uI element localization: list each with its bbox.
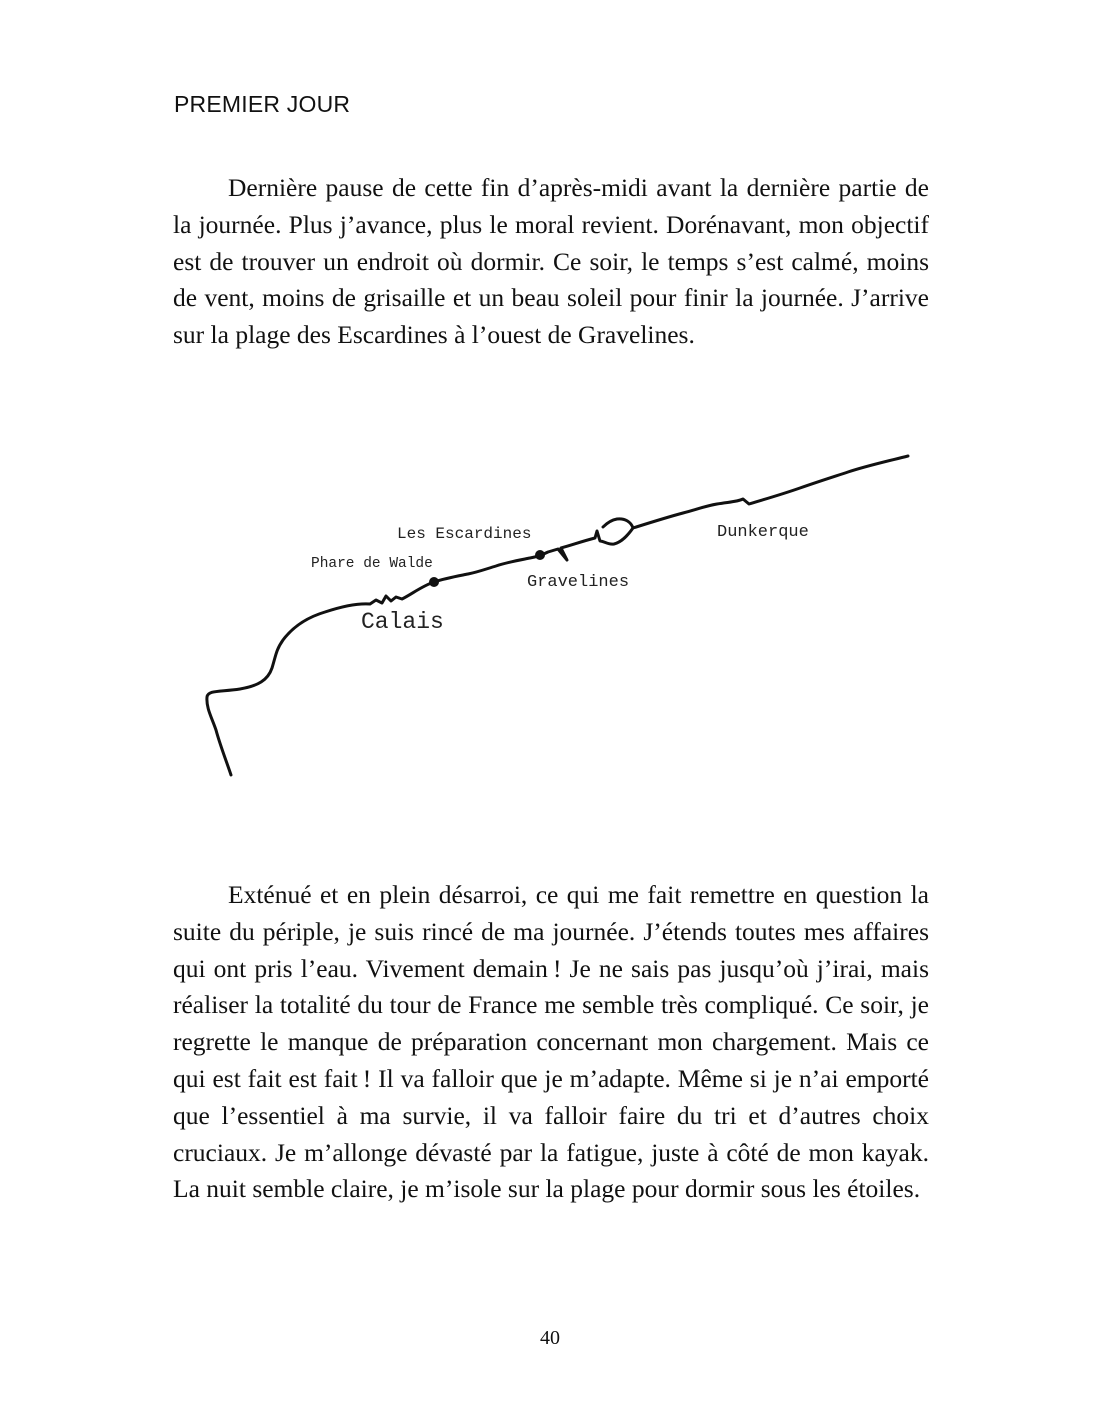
phare-de-walde-marker <box>429 577 439 587</box>
chapter-title: PREMIER JOUR <box>174 91 351 117</box>
map-markers <box>429 550 545 587</box>
body-paragraph-1: Dernière pause de cette fin d’après-midi avant la dernière partie de la journée. Plus j’avance, plus le moral revient. Dorénavant, mon objectif est de trouver un endroit où dormir. Ce soir, le temps s’est calmé, moins de vent, moins de grisaille et un beau soleil pour finir la journée. J’arrive sur la plage des Escardines à l’ouest de Gravelines. <box>173 173 929 350</box>
map-label-gravelines: Gravelines <box>527 573 630 592</box>
map-label-escardines: Les Escardines <box>397 525 532 543</box>
coastline-path <box>207 456 908 775</box>
coastline <box>207 456 908 775</box>
body-paragraph-2: Exténué et en plein désarroi, ce qui me fait remettre en question la suite du périple, je suis rincé de ma journée. J’étends toutes mes affaires qui ont pris l’eau. Vivement demain ! Je ne sais pas jusqu’où j’irai, mais réaliser la totalité du tour de France me semble très compliqué. Ce soir, je regrette le manque de préparation concernant mon chargement. Mais ce qui est fait est fait ! Il va falloir que je m’adapte. Même si je n’ai emporté que l’essentiel à ma survie, il va falloir faire du tri et d’autres choix cruciaux. Je m’allonge dévasté par la fatigue, juste à côté de mon kayak. La nuit semble claire, je m’isole sur la plage pour dormir sous les étoiles. <box>173 880 929 1204</box>
page-number: 40 <box>540 1327 560 1349</box>
les-escardines-marker <box>535 550 545 560</box>
map-label-dunkerque: Dunkerque <box>717 523 809 542</box>
map-label-phare: Phare de Walde <box>311 556 433 572</box>
map-label-calais: Calais <box>361 609 444 635</box>
